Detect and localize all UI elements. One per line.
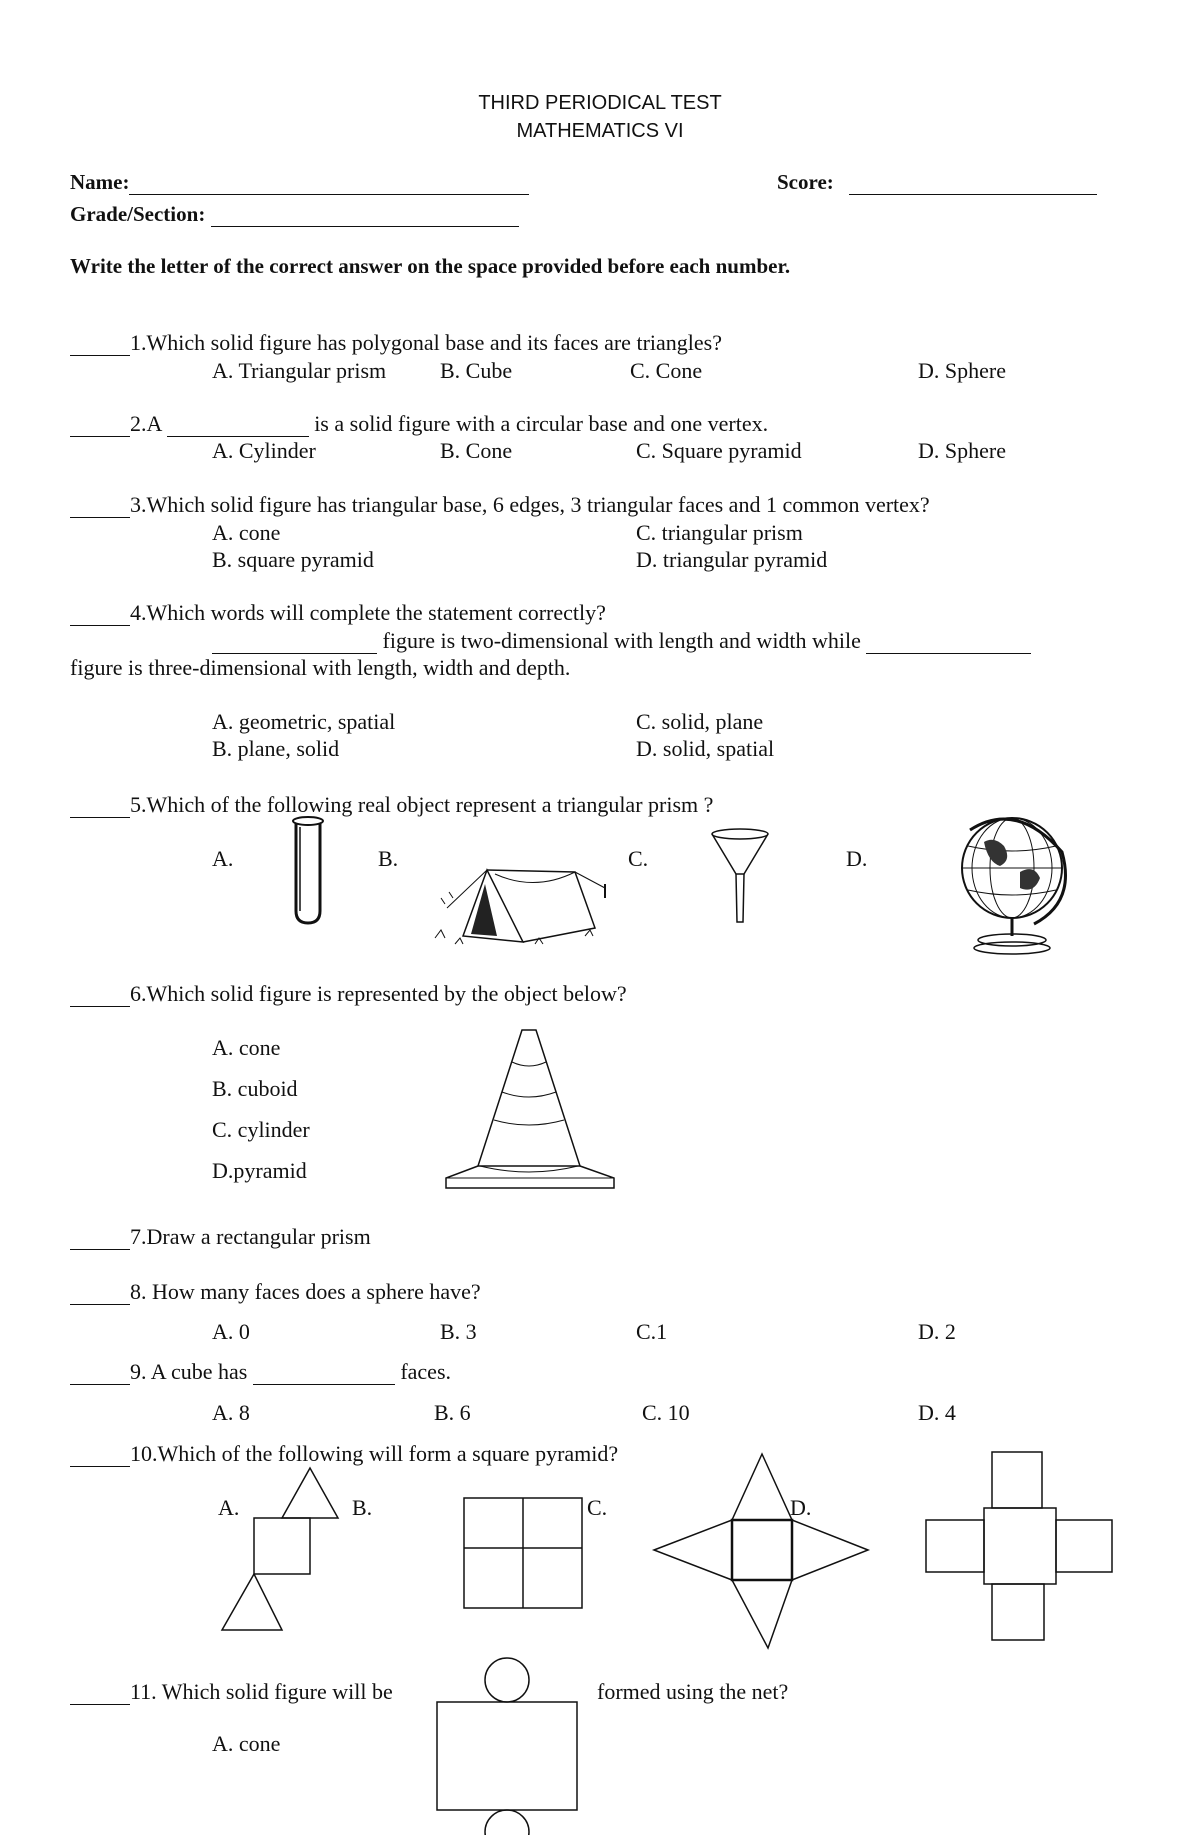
choice-8b: B. 3: [440, 1319, 477, 1344]
answer-blank-4[interactable]: [70, 603, 130, 626]
cylinder-net-icon: [434, 1656, 580, 1834]
question-7: 7.Draw a rectangular prism: [70, 1224, 371, 1250]
question-4-line-2: figure is two-dimensional with length and width while: [212, 628, 1031, 654]
question-3: 3.Which solid figure has triangular base, 6 edges, 3 triangular faces and 1 common vertex?: [70, 492, 930, 518]
net-b-icon: [462, 1496, 584, 1610]
choice-1b: B. Cube: [440, 358, 513, 383]
choice-10c: C.: [587, 1495, 608, 1520]
choice-1a: A. Triangular prism: [212, 358, 387, 383]
choice-2c: C. Square pyramid: [636, 438, 802, 463]
choice-6b: B. cuboid: [212, 1076, 298, 1101]
answer-blank-9[interactable]: [70, 1362, 130, 1385]
question-4-line-3: figure is three-dimensional with length, width and depth.: [70, 655, 571, 680]
answer-blank-1[interactable]: [70, 333, 130, 356]
fill-blank-2[interactable]: [167, 414, 309, 437]
net-d-icon: [924, 1450, 1114, 1642]
question-4: 4.Which words will complete the statement correctly?: [70, 600, 606, 626]
choice-10b: B.: [352, 1495, 373, 1520]
choice-9a: A. 8: [212, 1400, 250, 1425]
grade-section-field[interactable]: [70, 202, 519, 227]
question-2: 2.A is a solid figure with a circular base and one vertex.: [70, 411, 768, 437]
choice-10a: A.: [218, 1495, 240, 1520]
choice-11a: A. cone: [212, 1731, 281, 1756]
grade-section-label: Grade/Section:: [70, 202, 206, 226]
question-9: 9. A cube has faces.: [70, 1359, 451, 1385]
test-title: THIRD PERIODICAL TEST: [478, 92, 722, 114]
answer-blank-7[interactable]: [70, 1227, 130, 1250]
instructions: Write the letter of the correct answer on the space provided before each number.: [70, 254, 791, 278]
name-field[interactable]: [70, 170, 529, 195]
fill-blank-4b[interactable]: [866, 631, 1031, 654]
choice-4c: C. solid, plane: [636, 709, 764, 734]
question-10: 10.Which of the following will form a square pyramid?: [70, 1441, 618, 1467]
choice-1c: C. Cone: [630, 358, 703, 383]
answer-blank-10[interactable]: [70, 1444, 130, 1467]
test-tube-icon: [290, 815, 326, 927]
choice-5c: C.: [628, 846, 649, 871]
question-8: 8. How many faces does a sphere have?: [70, 1279, 481, 1305]
answer-blank-2[interactable]: [70, 414, 130, 437]
globe-icon: [944, 812, 1080, 956]
answer-blank-8[interactable]: [70, 1282, 130, 1305]
tent-icon: [435, 848, 613, 948]
choice-9b: B. 6: [434, 1400, 471, 1425]
choice-9d: D. 4: [918, 1400, 956, 1425]
choice-5d: D.: [846, 846, 868, 871]
choice-2d: D. Sphere: [918, 438, 1006, 463]
choice-8c: C.1: [636, 1319, 668, 1344]
answer-blank-6[interactable]: [70, 984, 130, 1007]
choice-3c: C. triangular prism: [636, 520, 803, 545]
fill-blank-4a[interactable]: [212, 631, 377, 654]
name-label: Name:: [70, 170, 130, 194]
choice-6c: C. cylinder: [212, 1117, 310, 1142]
choice-9c: C. 10: [642, 1400, 690, 1425]
choice-3a: A. cone: [212, 520, 281, 545]
name-blank[interactable]: [129, 172, 529, 195]
choice-5a: A.: [212, 846, 234, 871]
answer-blank-11[interactable]: [70, 1682, 130, 1705]
choice-10d: D.: [790, 1495, 812, 1520]
choice-2b: B. Cone: [440, 438, 513, 463]
funnel-icon: [710, 828, 770, 926]
question-11-end: formed using the net?: [597, 1679, 789, 1704]
choice-4b: B. plane, solid: [212, 736, 340, 761]
choice-6a: A. cone: [212, 1035, 281, 1060]
question-6: 6.Which solid figure is represented by the object below?: [70, 981, 627, 1007]
net-a-icon: [220, 1468, 340, 1634]
choice-8a: A. 0: [212, 1319, 250, 1344]
choice-3d: D. triangular pyramid: [636, 547, 828, 572]
score-field[interactable]: [777, 170, 1097, 195]
grade-section-blank[interactable]: [211, 204, 519, 227]
choice-8d: D. 2: [918, 1319, 956, 1344]
traffic-cone-icon: [440, 1028, 620, 1190]
question-11: 11. Which solid figure will be: [70, 1679, 393, 1705]
choice-6d: D.pyramid: [212, 1158, 307, 1183]
score-blank[interactable]: [849, 172, 1097, 195]
fill-blank-9[interactable]: [253, 1362, 395, 1385]
choice-4d: D. solid, spatial: [636, 736, 775, 761]
question-1: 1.Which solid figure has polygonal base and its faces are triangles?: [70, 330, 722, 356]
test-subject: MATHEMATICS VI: [516, 120, 684, 142]
score-label: Score:: [777, 170, 834, 194]
choice-3b: B. square pyramid: [212, 547, 374, 572]
choice-4a: A. geometric, spatial: [212, 709, 396, 734]
choice-2a: A. Cylinder: [212, 438, 316, 463]
choice-1d: D. Sphere: [918, 358, 1006, 383]
net-c-icon: [652, 1452, 870, 1652]
answer-blank-5[interactable]: [70, 795, 130, 818]
answer-blank-3[interactable]: [70, 495, 130, 518]
choice-5b: B.: [378, 846, 399, 871]
question-5: 5.Which of the following real object represent a triangular prism ?: [70, 792, 713, 818]
